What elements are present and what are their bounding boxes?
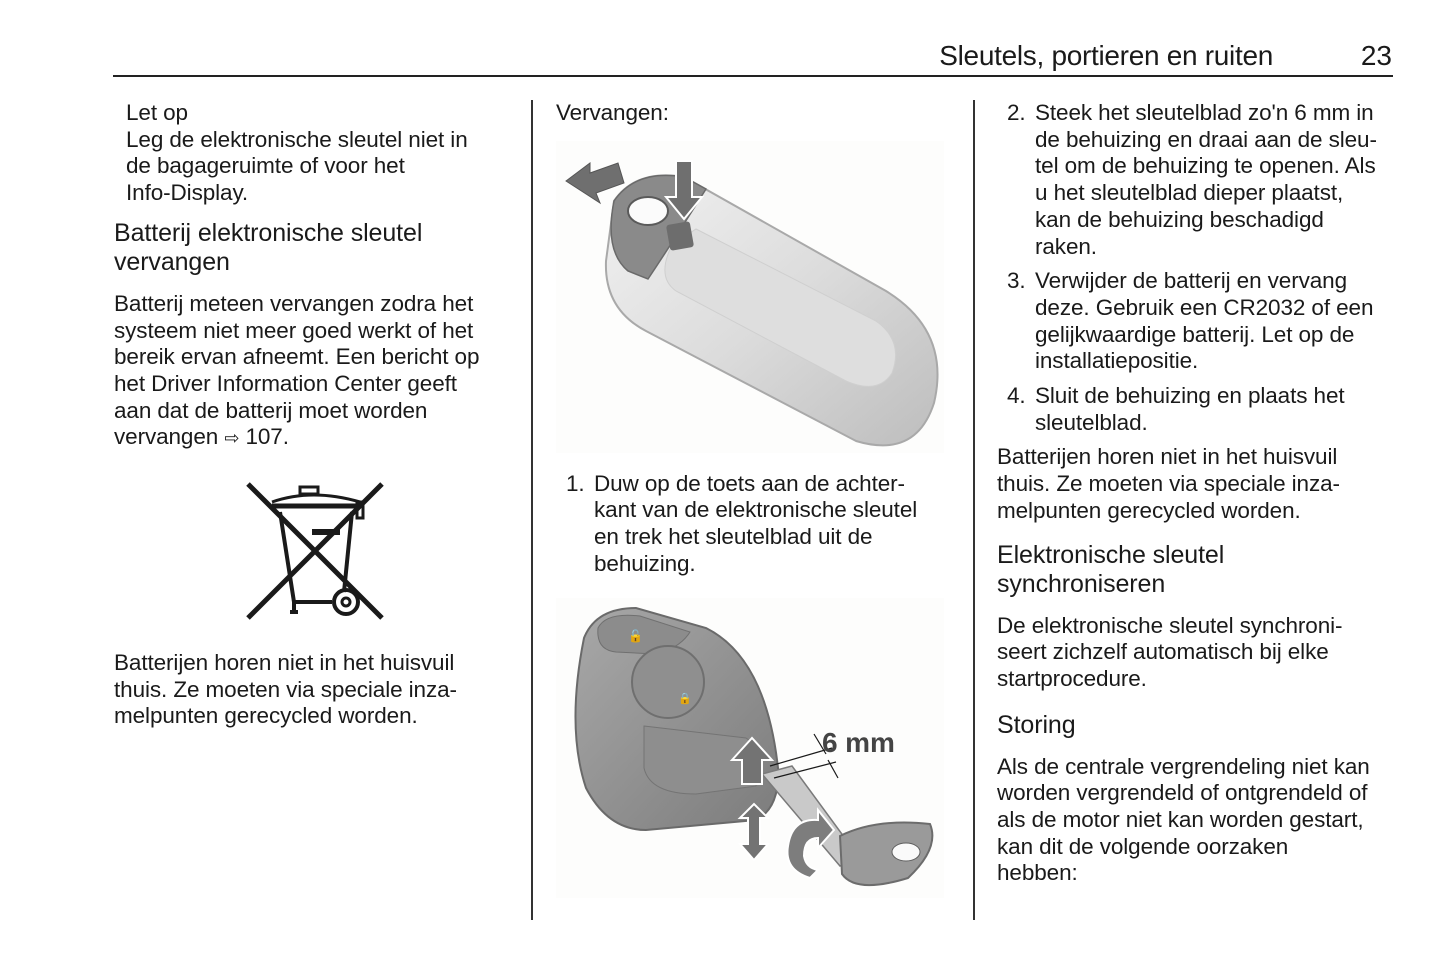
replace-intro: Vervangen: [556,100,669,125]
note-title: Let op [126,100,188,125]
page-number: 23 [1360,40,1392,71]
text-line: Sluit de behuizing en plaats het [1035,383,1345,409]
heading-line: Elektronische sleutel [997,540,1225,569]
text-line: tel om de behuizing te openen. Als [1035,153,1376,179]
text-line: raken. [1035,233,1097,259]
section-heading-fault: Storing [997,710,1076,739]
text-line: installatiepositie. [1035,348,1199,374]
text-line: en trek het sleutelblad uit de [594,524,873,550]
text-line: thuis. Ze moeten via speciale inza- [997,471,1340,497]
step-number: 1. [566,470,585,496]
text-line: gelijkwaardige batterij. Let op de [1035,321,1355,347]
text-line: startprocedure. [997,665,1147,691]
text-line: worden vergrendeld of ontgrendeld of [997,780,1368,806]
section-heading-sync [997,541,1397,599]
step-text [1035,383,1345,436]
note-block [114,100,524,207]
text-line: als de motor niet kan worden gestart, [997,807,1364,833]
text-line: Steek het sleutelblad zo'n 6 mm in [1035,100,1374,125]
step-text [1035,100,1377,260]
running-header-title: Sleutels, portieren en ruiten [939,40,1273,71]
disposal-paragraph [114,650,524,730]
step-number: 3. [1007,268,1026,294]
text-line: deze. Gebruik een CR2032 of een [1035,294,1374,320]
text-line: Batterij meteen vervangen zodra het [114,290,474,316]
heading-line: synchroniseren [997,569,1166,598]
dimension-label: 6 mm [822,726,895,758]
step-2 [997,100,1397,260]
text-line: melpunten gerecycled worden. [114,703,418,729]
key-fob-figure-2 [556,598,944,898]
text-line: sleutelblad. [1035,409,1148,435]
step-text [1035,268,1373,375]
section-heading-battery [114,219,524,277]
text-line: Als de centrale vergrendeling niet kan [997,753,1370,779]
text-line: Duw op de toets aan de achter- [594,470,905,496]
unlock-icon: 🔓 [628,628,643,643]
text-line: hebben: [997,860,1078,886]
column-divider-right [973,100,975,920]
crossed-out-wheelie-bin-icon [232,472,392,630]
text-fragment: vervangen [114,424,219,450]
text-line: aan dat de batterij moet worden [114,397,428,423]
disposal-paragraph [997,444,1397,524]
text-line: Verwijder de batterij en vervang [1035,268,1347,294]
step-1 [556,471,951,578]
text-line [114,424,524,452]
text-line: het Driver Information Center geeft [114,370,457,396]
middle-column [556,100,951,898]
page-reference-arrow-icon: ⇨ [224,428,240,449]
text-line: melpunten gerecycled worden. [997,497,1301,523]
text-line: behuizing. [594,550,696,576]
step-4 [997,383,1397,436]
text-line: systeem niet meer goed werkt of het [114,317,474,343]
note-line: de bagageruimte of voor het [126,153,405,179]
lock-icon: 🔒 [678,691,692,705]
step-number: 4. [1007,383,1026,409]
text-line: thuis. Ze moeten via speciale inza- [114,676,457,702]
text-line: seert zichzelf automatisch bij elke [997,639,1329,665]
text-line: De elektronische sleutel synchroni- [997,612,1343,638]
text-line: kan de behuizing beschadigd [1035,206,1324,232]
fault-paragraph [997,754,1397,888]
step-number: 2. [1007,100,1026,125]
text-line: kan dit de volgende oorzaken [997,833,1289,859]
column-divider-left [531,100,533,920]
text-line: de behuizing en draai aan de sleu- [1035,126,1377,152]
header-rule [113,75,1393,77]
recycling-figure [232,472,392,630]
heading-line: vervangen [114,247,230,276]
text-line: bereik ervan afneemt. Een bericht op [114,344,480,370]
page-reference-link[interactable]: 107. [245,424,289,450]
note-line: Info-Display. [126,180,249,206]
battery-paragraph [114,291,524,452]
step-3 [997,268,1397,375]
left-column [114,100,524,730]
text-line: kant van de elektronische sleutel [594,497,918,523]
key-fob-figure-1 [556,141,944,453]
step-text [594,471,917,578]
key-fob-blade-removal-illustration [556,141,944,453]
sync-paragraph [997,613,1397,693]
heading-line: Batterij elektronische sleutel [114,218,423,247]
right-column [997,100,1397,887]
text-line: Batterijen horen niet in het huisvuil [114,650,455,676]
key-fob-blade-insertion-illustration [556,598,944,898]
note-line: Leg de elektronische sleutel niet in [126,126,468,152]
text-line: Batterijen horen niet in het huisvuil [997,444,1338,470]
text-line: u het sleutelblad dieper plaatst, [1035,180,1344,206]
